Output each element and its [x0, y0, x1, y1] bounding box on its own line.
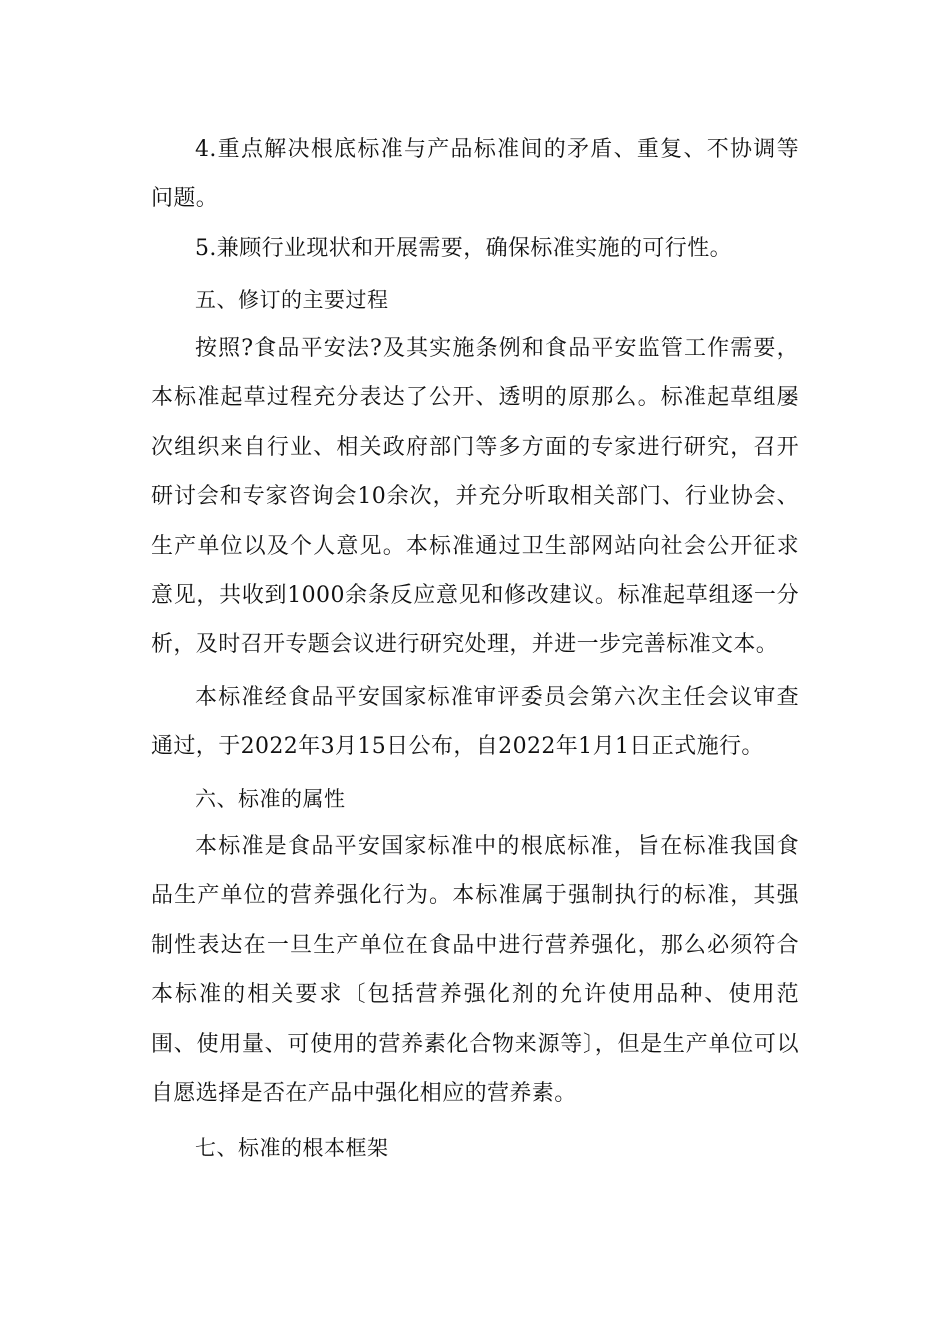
section-heading-framework: 七、标准的根本框架	[195, 1136, 389, 1160]
paragraph-principle-4: 4.重点解决根底标准与产品标准间的矛盾、重复、不协调等问题。	[151, 137, 799, 212]
paragraph-standard-attributes: 本标准是食品平安国家标准中的根底标准，旨在标准我国食品生产单位的营养强化行为。本标准属于强制执行的标准，其强制性表达在一旦生产单位在食品中进行营养强化，那么必须符合本标准的相关要求〔包括营养强化剂的允许使用品种、使用范围、使用量、可使用的营养素化合物来源等〕，但是生产单位可以自愿选择是否在产品中强化相应的营养素。	[151, 834, 799, 1107]
paragraph-principle-5: 5.兼顾行业现状和开展需要，确保标准实施的可行性。	[195, 236, 732, 261]
paragraph-approval-dates: 本标准经食品平安国家标准审评委员会第六次主任会议审查通过，于2022年3月15日公布，自2022年1月1日正式施行。	[151, 685, 799, 760]
paragraph-revision-process: 按照?食品平安法?及其实施条例和食品平安监管工作需要，本标准起草过程充分表达了公开、透明的原那么。标准起草组屡次组织来自行业、相关政府部门等多方面的专家进行研究，召开研讨会和专家咨询会10余次，并充分听取相关部门、行业协会、生产单位以及个人意见。本标准通过卫生部网站向社会公开征求意见，共收到1000余条反应意见和修改建议。标准起草组逐一分析，及时召开专题会议进行研究处理，并进一步完善标准文本。	[151, 336, 799, 658]
section-heading-revision-process: 五、修订的主要过程	[195, 288, 389, 312]
section-heading-standard-attributes: 六、标准的属性	[195, 787, 346, 811]
